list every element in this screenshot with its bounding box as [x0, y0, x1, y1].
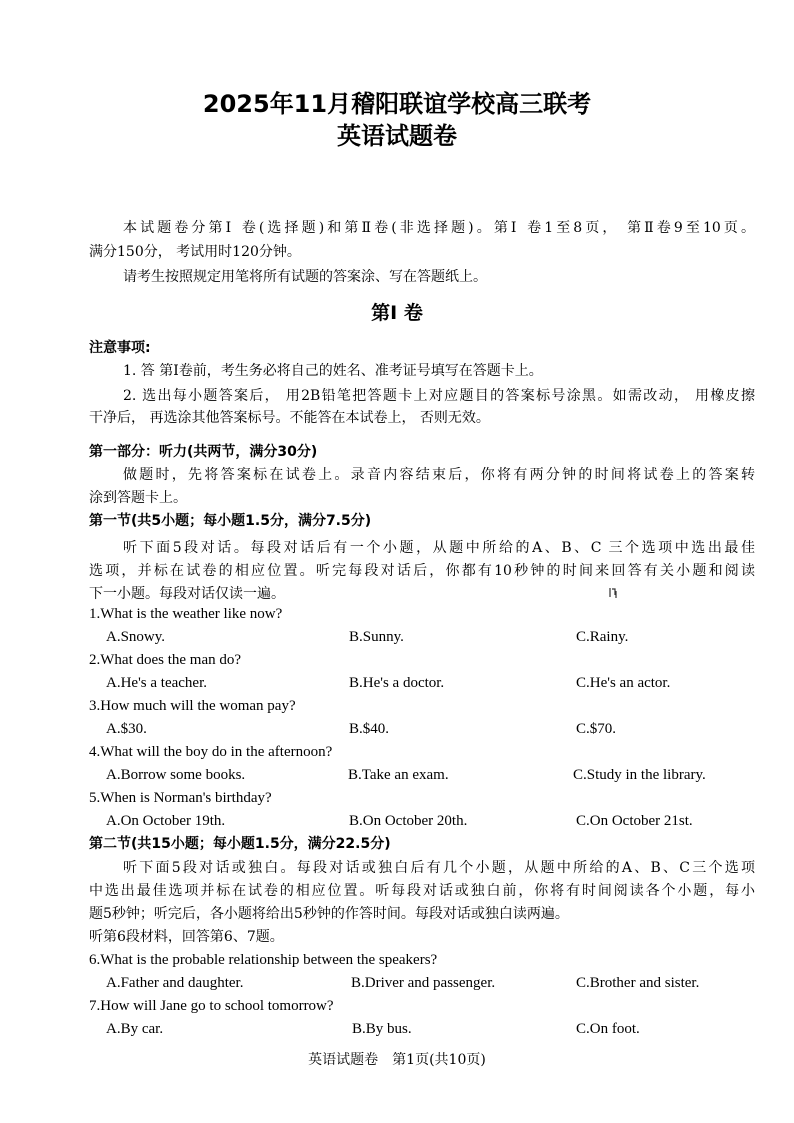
- question-1-option-b: B.Sunny.: [349, 629, 404, 645]
- question-5-option-a: A.On October 19th.: [106, 813, 226, 829]
- section2-heading: 第二节(共15小题；每小题1.5分，满分22.5分): [89, 836, 391, 852]
- question-3-option-c: C.$70.: [576, 721, 617, 737]
- question-1-stem: 1.What is the weather like now?: [89, 606, 283, 622]
- section1-desc-line-1: 听下面5段对话。每段对话后有一个小题，从题中所给的A、B、C 三个选项中选出最佳: [123, 540, 755, 556]
- question-2-option-c: C.He's an actor.: [576, 675, 671, 691]
- intro-line-2: 满分150分， 考试用时120分钟。: [89, 244, 301, 260]
- question-7-stem: 7.How will Jane go to school tomorrow?: [89, 998, 334, 1014]
- intro-line-3: 请考生按照规定用笔将所有试题的答案涂、写在答题纸上。: [123, 269, 487, 285]
- question-3-option-b: B.$40.: [349, 721, 390, 737]
- question-5-option-c: C.On October 21st.: [576, 813, 693, 829]
- question-2-option-a: A.He's a teacher.: [106, 675, 207, 691]
- question-2-stem: 2.What does the man do?: [89, 652, 242, 668]
- intro-line-1: 本试题卷分第Ⅰ 卷(选择题)和第Ⅱ卷(非选择题)。第Ⅰ 卷1至8页， 第Ⅱ卷9至10页。: [123, 220, 755, 236]
- question-3-stem: 3.How much will the woman pay?: [89, 698, 296, 714]
- question-4-stem: 4.What will the boy do in the afternoon?: [89, 744, 333, 760]
- notes-item-2-line-2: 干净后， 再选涂其他答案标号。不能答在本试卷上， 否则无效。: [89, 410, 490, 426]
- part1-desc-line-1: 做题时，先将答案标在试卷上。录音内容结束后，你将有两分钟的时间将试卷上的答案转: [123, 467, 755, 483]
- question-5-option-b: B.On October 20th.: [349, 813, 468, 829]
- section1-desc-line-3: 下一小题。每段对话仅读一遍。: [89, 586, 285, 602]
- question-4-option-b: B.Take an exam.: [348, 767, 449, 783]
- question-2-option-b: B.He's a doctor.: [349, 675, 445, 691]
- volume-title: 第Ⅰ 卷: [371, 302, 423, 324]
- section1-desc-line-2: 选项，并标在试卷的相应位置。听完每段对话后，你都有10秒钟的时间来回答有关小题和阅读: [89, 563, 755, 579]
- question-6-option-b: B.Driver and passenger.: [351, 975, 496, 991]
- exam-title: 2025年11月稽阳联谊学校高三联考: [202, 90, 592, 118]
- question-7-option-a: A.By car.: [106, 1021, 164, 1037]
- question-1-option-c: C.Rainy.: [576, 629, 629, 645]
- question-6-option-a: A.Father and daughter.: [106, 975, 244, 991]
- scan-mark-icon: [608, 586, 618, 600]
- section2-material: 听第6段材料，回答第6、7题。: [89, 929, 284, 945]
- part1-desc-line-2: 涂到答题卡上。: [89, 490, 187, 506]
- question-7-option-b: B.By bus.: [352, 1021, 412, 1037]
- section2-desc-line-3: 题5秒钟；听完后，各小题将给出5秒钟的作答时间。每段对话或独白读两遍。: [89, 906, 569, 922]
- question-7-option-c: C.On foot.: [576, 1021, 640, 1037]
- question-6-option-c: C.Brother and sister.: [576, 975, 700, 991]
- notes-item-2-line-1: 2. 选出每小题答案后， 用2B铅笔把答题卡上对应题目的答案标号涂黑。如需改动， 用橡皮擦: [123, 388, 755, 404]
- notes-heading: 注意事项:: [89, 340, 151, 356]
- question-6-stem: 6.What is the probable relationship between the speakers?: [89, 952, 438, 968]
- question-4-option-a: A.Borrow some books.: [106, 767, 246, 783]
- question-1-option-a: A.Snowy.: [106, 629, 166, 645]
- exam-subtitle: 英语试题卷: [337, 122, 457, 150]
- section1-heading: 第一节(共5小题；每小题1.5分，满分7.5分): [89, 513, 372, 529]
- question-5-stem: 5.When is Norman's birthday?: [89, 790, 272, 806]
- section2-desc-line-2: 中选出最佳选项并标在试卷的相应位置。听每段对话或独白前，你将有时间阅读各个小题，每小: [89, 883, 755, 899]
- section2-desc-line-1: 听下面5段对话或独白。每段对话或独白后有几个小题，从题中所给的A、B、C三个选项: [123, 860, 755, 876]
- page-footer: 英语试题卷 第1页(共10页): [308, 1052, 486, 1068]
- question-3-option-a: A.$30.: [106, 721, 147, 737]
- notes-item-1: 1. 答 第Ⅰ卷前，考生务必将自己的姓名、准考证号填写在答题卡上。: [123, 363, 543, 379]
- question-4-option-c: C.Study in the library.: [573, 767, 706, 783]
- part1-heading: 第一部分：听力(共两节，满分30分): [89, 444, 318, 460]
